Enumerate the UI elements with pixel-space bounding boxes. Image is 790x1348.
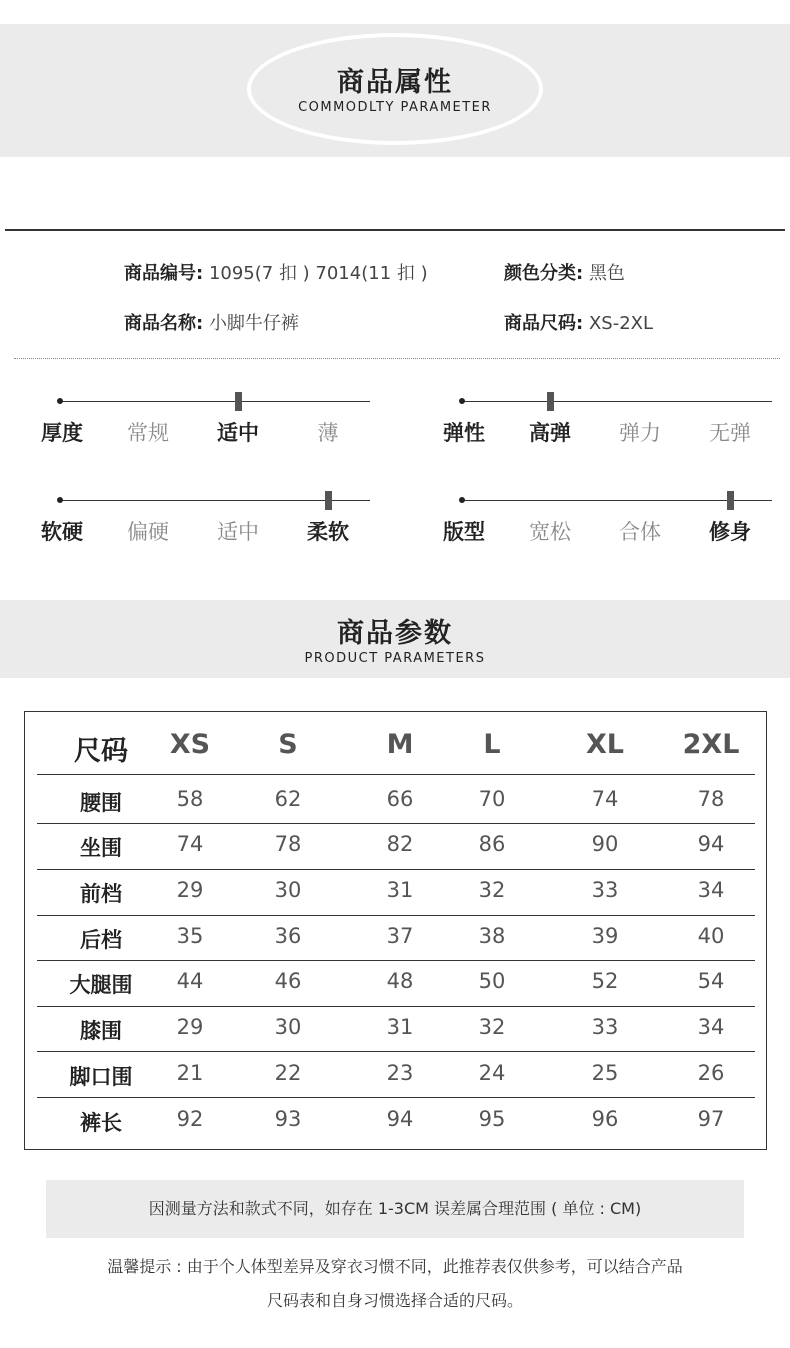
table-cell: 70: [478, 787, 506, 811]
scale-track: [60, 401, 370, 402]
table-row-divider: [37, 1006, 755, 1007]
scale-option: 常规: [127, 421, 169, 445]
table-cell: 62: [274, 787, 302, 811]
product-color-value: 黑色: [588, 263, 625, 284]
table-cell: 24: [478, 1061, 506, 1085]
table-cell: 37: [386, 924, 414, 948]
dotted-divider: [14, 358, 780, 359]
table-cell: 22: [274, 1061, 302, 1085]
scale-start-dot: [57, 398, 63, 404]
table-cell: 74: [591, 787, 619, 811]
table-cell: 58: [176, 787, 204, 811]
table-cell: 31: [386, 878, 414, 902]
table-row-divider: [37, 960, 755, 961]
product-name: [124, 309, 299, 335]
table-cell: 86: [478, 832, 506, 856]
table-cell: 44: [176, 969, 204, 993]
tip-line-2: 尺码表和自身习惯选择合适的尺码。: [266, 1291, 523, 1310]
table-cell: 54: [697, 969, 725, 993]
table-cell: 33: [591, 878, 619, 902]
attribute-section-subtitle: COMMODLTY PARAMETER: [298, 100, 492, 115]
scale-track: [462, 401, 772, 402]
attribute-section-title: 商品属性: [337, 67, 453, 98]
scale-option: 无弹: [709, 421, 751, 445]
scale-option: 薄: [317, 421, 339, 445]
table-cell: 31: [386, 1015, 414, 1039]
table-cell: 97: [697, 1107, 725, 1131]
table-cell: 52: [591, 969, 619, 993]
table-header-cell: XS: [169, 729, 211, 760]
table-cell: 90: [591, 832, 619, 856]
table-cell: 46: [274, 969, 302, 993]
table-cell: 35: [176, 924, 204, 948]
table-row-divider: [37, 1051, 755, 1052]
table-cell: 50: [478, 969, 506, 993]
product-color-label: 颜色分类:: [504, 263, 584, 284]
table-cell: 25: [591, 1061, 619, 1085]
scale-track: [60, 500, 370, 501]
measurement-note: 因测量方法和款式不同，如存在 1-3CM 误差属合理范围 ( 单位 : CM): [46, 1180, 744, 1238]
scale-option: 适中: [217, 520, 259, 544]
scale-option: 宽松: [529, 520, 571, 544]
scale-softness: [38, 491, 378, 561]
scale-name: 版型: [443, 520, 485, 544]
table-cell: 66: [386, 787, 414, 811]
table-header-cell: S: [278, 729, 298, 760]
product-code-label: 商品编号:: [124, 263, 204, 284]
parameter-section-subtitle: PRODUCT PARAMETERS: [304, 651, 486, 666]
table-header-cell: 2XL: [682, 729, 740, 760]
table-cell: 30: [274, 1015, 302, 1039]
product-size-label: 商品尺码:: [504, 313, 584, 334]
scale-start-dot: [459, 497, 465, 503]
table-row-label: 裤长: [80, 1111, 122, 1135]
table-header-cell: M: [386, 729, 414, 760]
scale-option: 偏硬: [127, 520, 169, 544]
table-cell: 23: [386, 1061, 414, 1085]
scale-fit: [440, 491, 780, 561]
product-code: [124, 259, 428, 285]
scale-option: 适中: [217, 421, 259, 445]
table-cell: 78: [697, 787, 725, 811]
table-cell: 29: [176, 878, 204, 902]
table-header-cell: XL: [585, 729, 625, 760]
table-cell: 48: [386, 969, 414, 993]
scale-option: 柔软: [307, 520, 349, 544]
table-cell: 34: [697, 1015, 725, 1039]
scale-option: 高弹: [529, 421, 571, 445]
table-row-divider: [37, 774, 755, 775]
table-row-label: 坐围: [80, 836, 122, 860]
scale-marker: [547, 392, 554, 411]
size-table: [24, 711, 767, 1150]
scale-marker: [235, 392, 242, 411]
product-size-value: XS-2XL: [588, 313, 654, 334]
table-cell: 21: [176, 1061, 204, 1085]
table-row-divider: [37, 869, 755, 870]
table-cell: 33: [591, 1015, 619, 1039]
scale-name: 弹性: [443, 421, 485, 445]
scale-elasticity: [440, 392, 780, 462]
table-row-label: 脚口围: [69, 1065, 133, 1089]
table-cell: 29: [176, 1015, 204, 1039]
table-cell: 94: [386, 1107, 414, 1131]
table-cell: 34: [697, 878, 725, 902]
product-name-value: 小脚牛仔裤: [208, 313, 299, 334]
table-cell: 92: [176, 1107, 204, 1131]
table-cell: 32: [478, 878, 506, 902]
product-name-label: 商品名称:: [124, 313, 204, 334]
table-row-label: 后档: [80, 928, 122, 952]
scale-option: 弹力: [619, 421, 661, 445]
table-cell: 95: [478, 1107, 506, 1131]
table-row-label: 腰围: [80, 791, 122, 815]
product-size: [504, 309, 653, 335]
product-color: [504, 259, 625, 285]
table-cell: 74: [176, 832, 204, 856]
scale-marker: [325, 491, 332, 510]
table-cell: 96: [591, 1107, 619, 1131]
table-cell: 36: [274, 924, 302, 948]
scale-name: 软硬: [41, 520, 83, 544]
table-row-divider: [37, 1097, 755, 1098]
table-row-divider: [37, 915, 755, 916]
table-header-cell: L: [483, 729, 501, 760]
scale-marker: [727, 491, 734, 510]
table-cell: 93: [274, 1107, 302, 1131]
tip-line-1: 温馨提示 : 由于个人体型差异及穿衣习惯不同，此推荐表仅供参考，可以结合产品: [107, 1257, 683, 1276]
table-row-label: 膝围: [80, 1019, 122, 1043]
table-cell: 40: [697, 924, 725, 948]
product-code-value: 1095(7 扣 ) 7014(11 扣 ): [208, 263, 428, 284]
table-row-divider: [37, 823, 755, 824]
parameter-section-title: 商品参数: [337, 618, 453, 649]
table-row-label: 大腿围: [69, 973, 133, 997]
table-cell: 26: [697, 1061, 725, 1085]
table-cell: 30: [274, 878, 302, 902]
table-cell: 78: [274, 832, 302, 856]
scale-thickness: [38, 392, 378, 462]
scale-start-dot: [57, 497, 63, 503]
table-cell: 82: [386, 832, 414, 856]
table-cell: 94: [697, 832, 725, 856]
scale-name: 厚度: [41, 421, 83, 445]
scale-track: [462, 500, 772, 501]
scale-start-dot: [459, 398, 465, 404]
table-cell: 32: [478, 1015, 506, 1039]
scale-option: 合体: [619, 520, 661, 544]
table-row-label: 前档: [80, 882, 122, 906]
table-cell: 39: [591, 924, 619, 948]
table-header-cell: 尺码: [74, 736, 128, 767]
scale-option: 修身: [709, 520, 751, 544]
table-cell: 38: [478, 924, 506, 948]
divider: [5, 229, 785, 231]
